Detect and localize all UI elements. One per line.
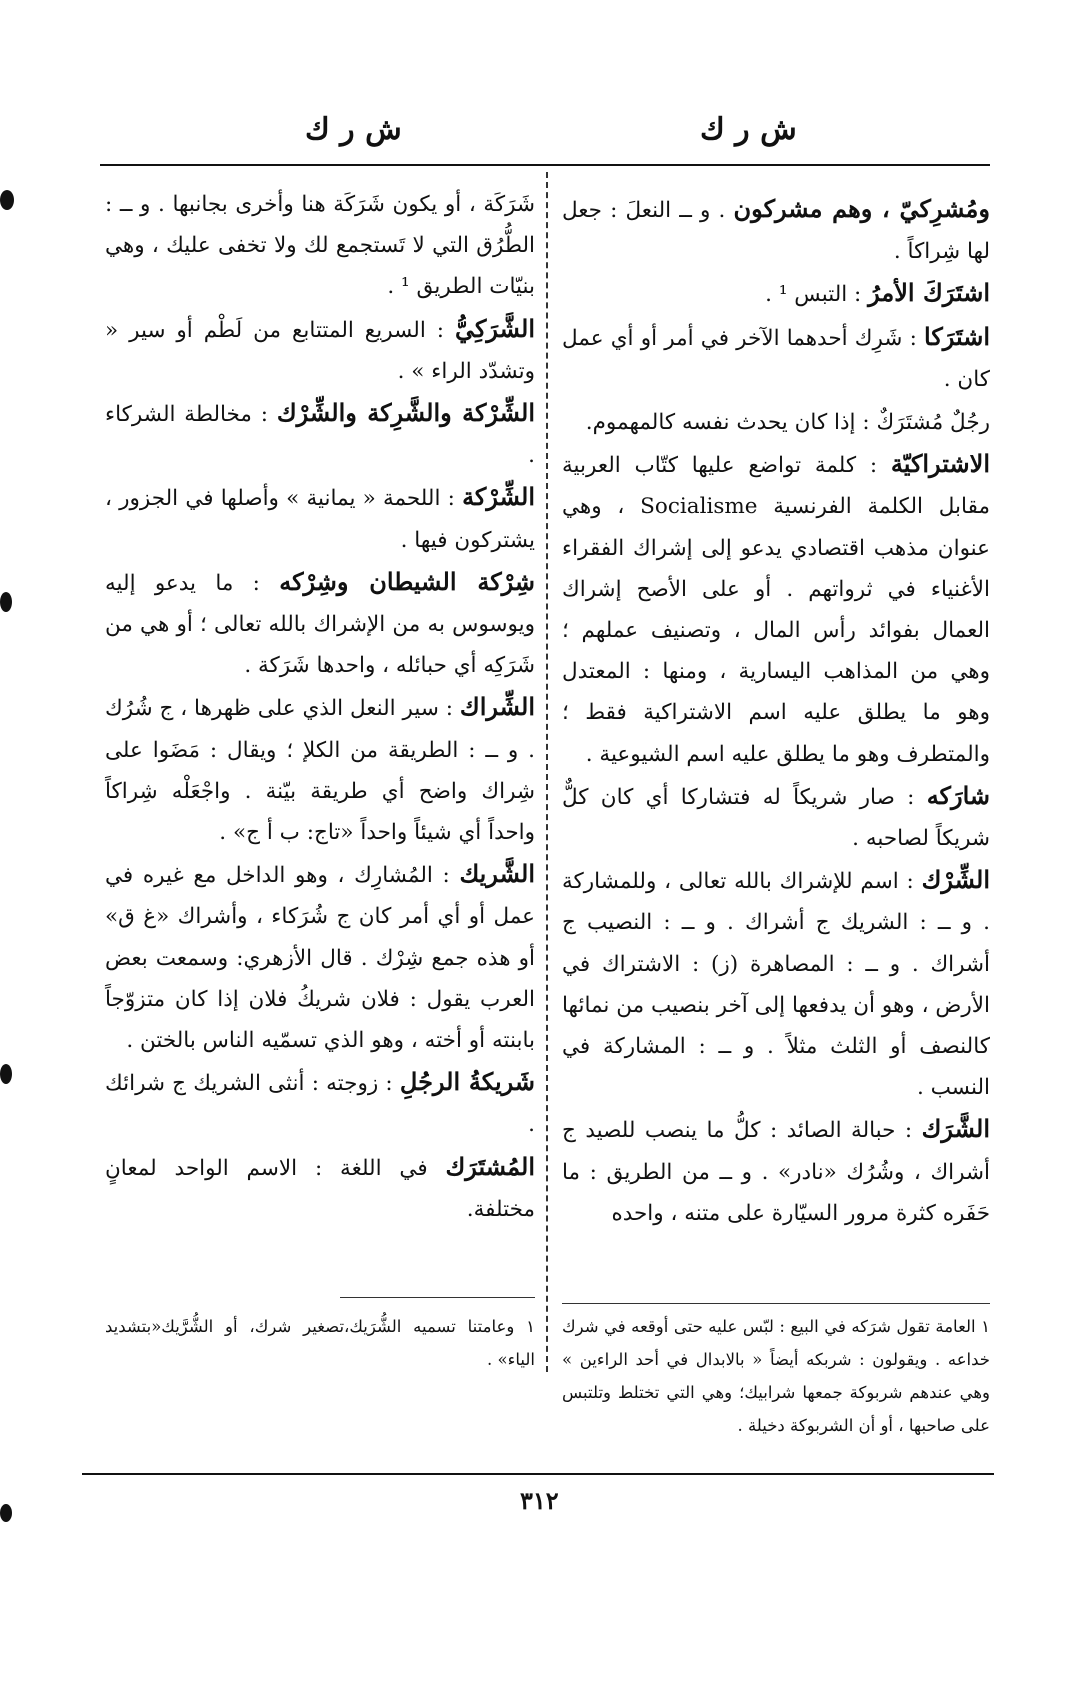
headword: الشِّرْكة والشَّرِكة والشِّرْك: [276, 398, 536, 428]
left-column: [105, 182, 535, 1230]
footnote-left: ١ وعامتنا تسميه الشُّرَيك،تصغير شرك، أو الشُّرَّيك«بتشديد الياء» .: [105, 1317, 535, 1369]
footnote-separator-right: [562, 1303, 990, 1304]
column-divider: [546, 172, 548, 1372]
dictionary-entry: [105, 182, 535, 308]
headword: الشِّرْكة: [462, 482, 535, 512]
footer-rule: [82, 1473, 994, 1475]
dictionary-entry: [105, 308, 535, 392]
dictionary-entry: [105, 1146, 535, 1230]
definition: شَرَكَة ، أو يكون شَرَكَة هنا وأخرى بجانبها . و ــ : الطُّرُق التي لا تَستجمع لك ولا تخفى عليك ، وهي بنيّات الطريق ¹ .: [105, 192, 535, 300]
definition: : زوجته : أنثى الشريك ج شرائك .: [105, 1071, 535, 1138]
dictionary-entry: [562, 443, 990, 775]
definition: : حبالة الصائد : كلُّ ما ينصب للصيد ج أشراك ، وشُرُك «نادر» . و ــ من الطريق : ما حَفَره كثرة مرور السيّارة على متنه ، واحده: [562, 1118, 990, 1226]
page-header-left: ش ر ك: [305, 112, 402, 147]
definition: : اللحمة « يمانية » وأصلها في الجزور ، يشتركون فيها .: [105, 486, 535, 553]
definition: : سير النعل الذي على ظهرها ، ج شُرُك . و ــ : الطريقة من الكلإ ؛ ويقال : مَضَوا على شِراك واضح أي طريقة بيّنة . واجْعَلْه شِراكاً واحداً أي شيئاً واحداً «تاج: ب أ ج» .: [105, 696, 535, 846]
definition: : اسم للإشراك بالله تعالى ، وللمشاركة . و ــ : الشريك ج أشراك . و ــ : النصيب ج أشراك . و ــ : المصاهرة (ز) : الاشتراك في الأرض ، وهو أن يدفعها إلى آخر بنصيب من نمائها كالنصف أو الثلث مثلاً . و ــ : المشاركة في النسب .: [562, 869, 990, 1101]
dictionary-entry: [562, 400, 990, 443]
dictionary-entry: [562, 775, 990, 859]
headword: شَريكةُ الرجُلِ: [399, 1067, 536, 1097]
headword: الاشتراكيّة: [890, 449, 990, 479]
headword: المُشتَرَك: [445, 1151, 535, 1181]
headword: ومُشرِكيّ ، وهم مشركون: [733, 194, 990, 223]
right-column: [562, 188, 990, 1234]
headword: الشَّرَكِيُّ: [454, 313, 535, 343]
footnote-separator-left: [340, 1297, 535, 1298]
dictionary-entry: [562, 188, 990, 272]
dictionary-entry: [562, 1108, 990, 1234]
dictionary-entry: [105, 561, 535, 687]
dictionary-entry: [562, 272, 990, 315]
dictionary-entry: [105, 853, 535, 1061]
definition: : مخالطة الشركاء .: [105, 402, 535, 469]
page-number: ٣١٢: [520, 1486, 559, 1515]
scan-mark: [0, 592, 12, 612]
headword: اشتَرَكَ الأمرُ: [868, 278, 990, 308]
headword: اشتَرَكا: [924, 321, 990, 351]
definition: : ما يدعو إليه ويوسوس به من الإشراك بالله تعالى ؛ أو هي من شَرَكِه أي حبائله ، واحدها شَرَكة .: [105, 570, 535, 679]
headword: الشِّراك: [459, 692, 535, 722]
dictionary-entry: [105, 686, 535, 853]
definition: : التبس ¹ .: [765, 282, 869, 308]
dictionary-entry: [562, 859, 990, 1108]
definition: : المُشارِك ، وهو الداخل مع غيره في عمل أو أي أمر كان ج شُرَكاء ، وأشراك «غ ق» أو هذه جمع شِرْك . قال الأزهري: وسمعت بعض العرب يقول : فلان شريكُ فلان إذا كان متزوّجاً بابنته أو أخته ، وهو الذي تسمّيه الناس بالختن .: [105, 863, 535, 1054]
dictionary-entry: [105, 1061, 535, 1145]
headword: شارَكه: [926, 780, 990, 810]
scan-mark: [0, 1504, 12, 1522]
headword: الشَّرَك: [921, 1114, 990, 1144]
definition: في اللغة : الاسم الواحد لمعانٍ مختلفة.: [105, 1155, 535, 1222]
dictionary-entry: [105, 476, 535, 560]
definition: : صار شريكاً له فتشاركا أي كان كلٌّ شريكاً لصاحبه .: [562, 784, 990, 852]
footnote-right: ١ العامة تقول شرَكه في البيع : لبّس عليه حتى أوقعه في شرك خداعه . ويقولون : شربكه أيضاً « بالابدال في أحد الراءين » وهي عندهم شربوكة جمعها شرابيك؛ وهي التي تختلط وتلتبس على صاحبها ، أو أن الشربوكة دخيلة .: [562, 1317, 990, 1435]
headword: شِرْكة الشيطان وشِرْكه: [279, 566, 535, 596]
definition: رجُلٌ مُشتَرَكٌ : إذا كان يحدث نفسه كالمهموم.: [585, 410, 990, 436]
scan-mark: [0, 1064, 12, 1084]
header-rule: [100, 164, 990, 166]
page-header-right: ش ر ك: [700, 112, 797, 147]
definition: : كلمة تواضع عليها كتّاب العربية مقابل الكلمة الفرنسية Socialisme ، وهي عنوان مذهب اقتصادي يدعو إلى إشراك الفقراء الأغنياء في ثرواتهم . أو على الأصح إشراك العمال بفوائد رأس المال ، وتصنيف عملهم ؛ وهي من المذاهب اليسارية ، ومنها : المعتدل وهو ما يطلق عليه اسم الاشتراكية فقط ؛ والمتطرف وهو ما يطلق عليه اسم الشيوعية .: [562, 453, 990, 767]
headword: الشَّريك: [459, 859, 535, 889]
definition: : شَرِك أحدهما الآخر في أمر أو أي عمل كان .: [562, 325, 990, 392]
scan-mark: [0, 190, 14, 210]
definition: . و ــ النعلَ : جعل لها شِراكاً .: [562, 198, 990, 265]
definition: : السريع المتتابع من لَطْم أو سير « وتشدّد الراء » .: [105, 317, 535, 384]
headword: الشِّرْك: [921, 865, 990, 895]
dictionary-entry: [562, 316, 990, 400]
dictionary-entry: [105, 392, 535, 476]
